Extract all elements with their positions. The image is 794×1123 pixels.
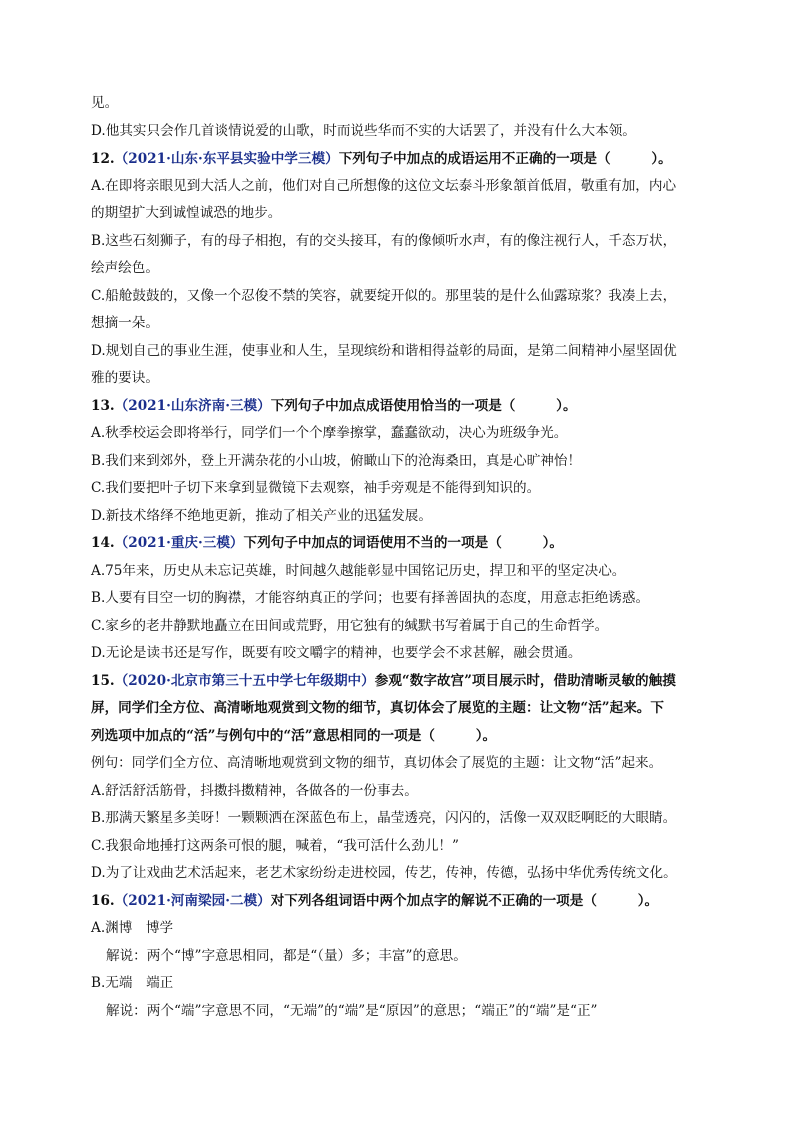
option-d: D.规划自己的事业生涯，使事业和人生，呈现缤纷和谐相得益彰的局面，是第二间精神小屋坚固优 — [91, 343, 677, 359]
question-source: （2021·山东·东平县实验中学三模） — [114, 151, 339, 167]
option-d: D.新技术络绎不绝地更新，推动了相关产业的迅猛发展。 — [91, 508, 432, 524]
option-d: D.无论是读书还是写作，既要有咬文嚼字的精神，也要学会不求甚解，融会贯通。 — [91, 645, 582, 661]
option-a: A.75年来，历史从未忘记英雄，时间越久越能彰显中国铭记历史，捍卫和平的坚定决心。 — [91, 563, 626, 579]
option-c: C.我们要把叶子切下来拿到显微镜下去观察，袖手旁观是不能得到知识的。 — [91, 480, 541, 496]
question-source: （2020·北京市第三十五中学七年级期中） — [114, 673, 375, 689]
option-b: B.无端 端正 — [91, 975, 174, 991]
option-b: B.我们来到郊外，登上开满杂花的小山坡，俯瞰山下的沧海桑田，真是心旷神怡！ — [91, 453, 582, 469]
question-number: 12. — [91, 151, 115, 167]
question-text: 参观“数字故宫”项目展示时，借助清晰灵敏的触摸 — [374, 673, 676, 689]
question-13-stem — [91, 396, 577, 416]
question-text: 下列句子中加点成语使用恰当的一项是（ ）。 — [270, 398, 577, 414]
option-a: A.渊博 博学 — [91, 920, 174, 936]
option-b-cont: 绘声绘色。 — [91, 260, 159, 276]
question-number: 16. — [91, 893, 115, 909]
option-a: A.秋季校运会即将举行，同学们一个个摩拳擦掌，蠢蠢欲动，决心为班级争光。 — [91, 425, 568, 441]
question-source: （2021·河南梁园·二模） — [114, 893, 271, 909]
question-number: 15. — [91, 673, 115, 689]
text-line: 见。 — [91, 95, 119, 111]
question-14-stem — [91, 533, 563, 553]
question-15-stem-cont: 列选项中加点的“活”与例句中的“活”意思相同的一项是（ ）。 — [91, 728, 497, 744]
option-d: D.他其实只会作几首谈情说爱的山歌，时而说些华而不实的大话罢了，并没有什么大本领。 — [91, 123, 636, 139]
question-16-stem — [91, 891, 658, 911]
question-15-stem-cont: 屏，同学们全方位、高清晰地观赏到文物的细节，真切体会了展览的主题：让文物“活”起来。下 — [91, 700, 664, 716]
example-sentence: 例句：同学们全方位、高清晰地观赏到文物的细节，真切体会了展览的主题：让文物“活”起来。 — [91, 755, 663, 771]
question-text: 下列句子中加点的词语使用不当的一项是（ ）。 — [243, 535, 563, 551]
option-d: D.为了让戏曲艺术活起来，老艺术家纷纷走进校园，传艺，传神，传德，弘扬中华优秀传统文化。 — [91, 865, 677, 881]
option-c-cont: 想摘一朵。 — [91, 315, 159, 331]
option-b: B.人要有目空一切的胸襟，才能容纳真正的学问；也要有择善固执的态度，用意志拒绝诱惑。 — [91, 590, 650, 606]
explanation: 解说：两个“博”字意思相同，都是“（量）多；丰富”的意思。 — [106, 948, 467, 964]
option-a: A.舒活舒活筋骨，抖擞抖擞精神，各做各的一份事去。 — [91, 783, 418, 799]
option-a-cont: 的期望扩大到诚惶诚恐的地步。 — [91, 205, 282, 221]
question-12-stem — [91, 149, 672, 169]
explanation: 解说：两个“端”字意思不同，“无端”的“端”是“原因”的意思；“端正”的“端”是“正” — [106, 1003, 598, 1019]
option-b: B.这些石刻狮子，有的母子相抱，有的交头接耳，有的像倾听水声，有的像注视行人，千态万状， — [91, 233, 677, 249]
option-c: C.家乡的老井静默地矗立在田间或荒野，用它独有的缄默书写着属于自己的生命哲学。 — [91, 618, 609, 634]
question-15-stem — [91, 671, 676, 691]
question-source: （2021·重庆·三模） — [114, 535, 244, 551]
option-b: B.那满天繁星多美呀！一颗颗洒在深蓝色布上，晶莹透亮，闪闪的，活像一双双眨啊眨的大眼睛。 — [91, 810, 677, 826]
question-text: 下列句子中加点的成语运用不正确的一项是（ ）。 — [338, 151, 672, 167]
option-a: A.在即将亲眼见到大活人之前，他们对自己所想像的这位文坛泰斗形象頷首低眉，敬重有加，内心 — [91, 178, 677, 194]
question-text: 对下列各组词语中两个加点字的解说不正确的一项是（ ）。 — [270, 893, 659, 909]
question-number: 14. — [91, 535, 115, 551]
option-c: C.船舱鼓鼓的，又像一个忍俊不禁的笑容，就要绽开似的。那里装的是什么仙露琼浆？我凑上去， — [91, 288, 677, 304]
question-source: （2021·山东济南·三模） — [114, 398, 271, 414]
option-c: C.我狠命地捶打这两条可恨的腿，喊着，“我可活什么劲儿！” — [91, 838, 459, 854]
option-d-cont: 雅的要诀。 — [91, 370, 159, 386]
question-number: 13. — [91, 398, 115, 414]
